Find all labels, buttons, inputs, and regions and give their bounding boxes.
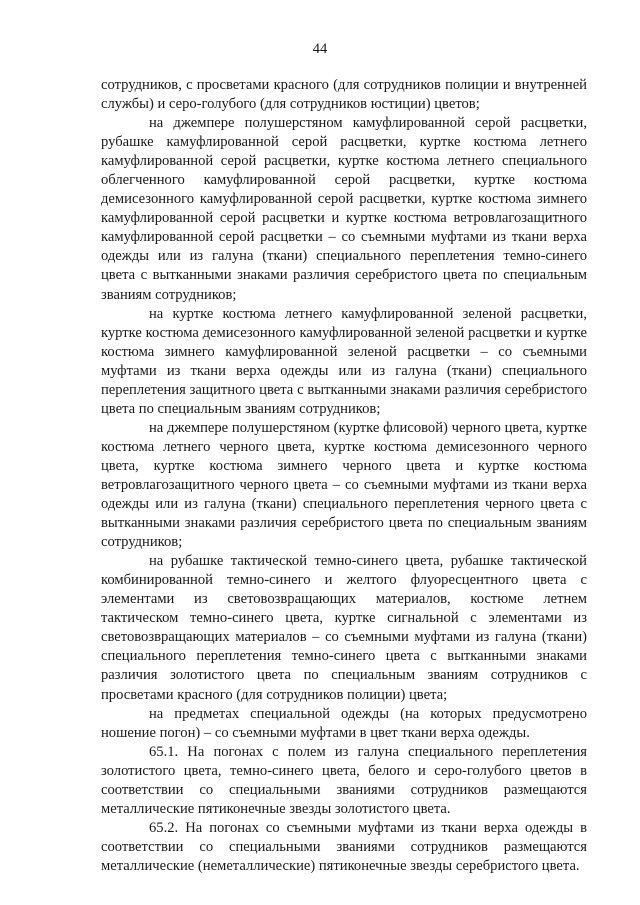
paragraph-black: на джемпере полушерстяном (куртке флисовой) черного цвета, куртке костюма летнего черного цвета, куртке костюма демисезонного черного цвета, куртке костюма зимнего черного цвета и куртке костюма ветровлагозащитного черного цвета – со съемными муфтами из ткани верха одежды или из галуна (ткани) специального переплетения черного цвета с вытканными знаками различия серебристого цвета по специальным званиям сотрудников;	[101, 419, 587, 551]
paragraph-continuation: сотрудников, с просветами красного (для сотрудников полиции и внутренней службы) и серо-голубого (для сотрудников юстиции) цветов;	[101, 77, 587, 113]
paragraph-tactical: на рубашке тактической темно-синего цвета, рубашке тактической комбинированной темно-синего и желтого флуоресцентного цвета с элементами из световозвращающих материалов, костюме летнем тактическом темно-синего цвета, куртке сигнальной с элементами из световозвращающих материалов – со съемными муфтами из галуна (ткани) специального переплетения темно-синего цвета с вытканными знаками различия золотистого цвета по специальным званиям сотрудников с просветами красного (для сотрудников полиции) цвета;	[101, 553, 587, 703]
page-number: 44	[312, 41, 328, 57]
paragraph-gray-camouflage: на джемпере полушерстяном камуфлированной серой расцветки, рубашке камуфлированной серой расцветки, куртке костюма летнего камуфлированной серой расцветки, куртке костюма летнего специального облегченного камуфлированной серой расцветки, куртке костюма демисезонного камуфлированной серой расцветки, куртке костюма зимнего камуфлированной серой расцветки и куртке костюма ветровлагозащитного камуфлированной серой расцветки – со съемными муфтами из ткани верха одежды или из галуна (ткани) специального переплетения темно-синего цвета с вытканными знаками различия серебристого цвета по специальным званиям сотрудников;	[101, 115, 587, 303]
paragraph-special-clothing: на предметах специальной одежды (на которых предусмотрено ношение погон) – со съемными муфтами в цвет ткани верха одежды.	[101, 705, 587, 741]
paragraph-green-camouflage: на куртке костюма летнего камуфлированной зеленой расцветки, куртке костюма демисезонного камуфлированной зеленой расцветки и куртке костюма зимнего камуфлированной зеленой расцветки – со съемными муфтами из ткани верха одежды или из галуна (ткани) специального переплетения защитного цвета с вытканными знаками различия серебристого цвета по специальным званиям сотрудников;	[101, 305, 587, 417]
document-body	[101, 76, 587, 876]
paragraph-65-1: 65.1. На погонах с полем из галуна специального переплетения золотистого цвета, темно-синего цвета, белого и серо-голубого цветов в соответствии со специальными званиями сотрудников размещаются металлические пятиконечные звезды золотистого цвета.	[101, 743, 587, 817]
paragraph-65-2: 65.2. На погонах со съемными муфтами из ткани верха одежды в соответствии со специальными званиями сотрудников размещаются металлические (неметаллические) пятиконечные звезды серебристого цвета.	[101, 819, 587, 874]
